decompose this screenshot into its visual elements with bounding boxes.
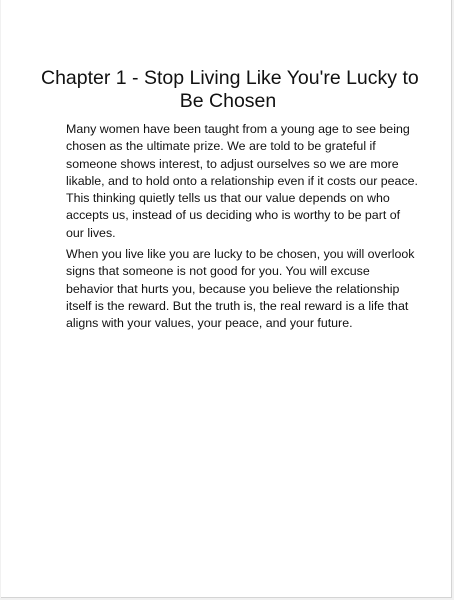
- text-line: likable, and to hold onto a relationship even if it costs our peace.: [66, 173, 418, 188]
- chapter-title: [41, 67, 419, 113]
- text-line: someone shows interest, to adjust ourselves so we are more: [66, 156, 399, 171]
- text-line: accepts us, instead of us deciding who is worthy to be part of: [66, 208, 401, 223]
- text-line: Many women have been taught from a young age to see being: [66, 122, 410, 136]
- text-line: signs that someone is not good for you. You will excuse: [66, 264, 370, 279]
- text-line: itself is the reward. But the truth is, the real reward is a life that: [66, 298, 409, 313]
- body-paragraph: [66, 246, 415, 332]
- text-line: aligns with your values, your peace, and your future.: [66, 316, 353, 331]
- text-line: our lives.: [66, 225, 116, 240]
- title-line: Be Chosen: [179, 90, 277, 112]
- document-page: [1, 0, 452, 598]
- text-line: chosen as the ultimate prize. We are told to be grateful if: [66, 139, 376, 154]
- body-paragraph: [66, 121, 418, 242]
- title-line: Chapter 1 - Stop Living Like You're Lucky to: [41, 67, 419, 89]
- text-line: This thinking quietly tells us that our value depends on who: [66, 191, 390, 206]
- text-line: behavior that hurts you, because you believe the relationship: [66, 281, 400, 296]
- text-line: When you live like you are lucky to be chosen, you will overlook: [66, 247, 415, 261]
